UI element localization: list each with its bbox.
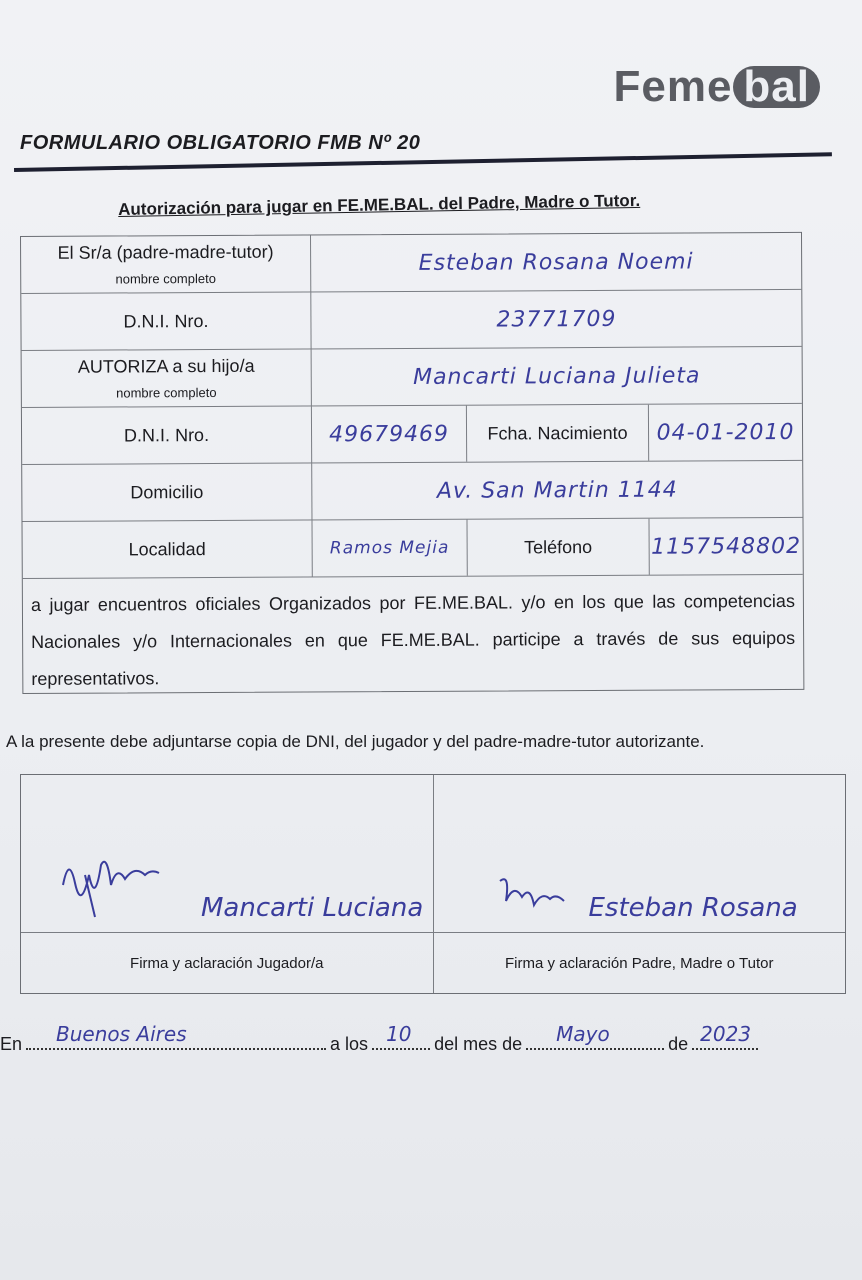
- player-signature-column: [21, 775, 434, 993]
- parent-dni-row: [21, 290, 801, 351]
- year-value: 2023: [700, 1022, 752, 1046]
- player-signature-caption: Firma y aclaración Jugador/a: [130, 954, 324, 972]
- child-name-row: [22, 347, 802, 408]
- parent-name-row: [21, 233, 801, 294]
- address-row: [22, 461, 802, 522]
- child-dni-row: [22, 404, 802, 465]
- logo-text-main: Feme: [613, 62, 733, 111]
- parent-name-label-cell: [21, 235, 311, 293]
- attachment-note: A la presente debe adjuntarse copia de DNI, del jugador y del padre-madre-tutor autorizante.: [6, 732, 705, 751]
- place-date-line: [0, 1022, 762, 1055]
- parent-printed-name: Esteban Rosana: [588, 893, 798, 923]
- player-signature-scribble: [55, 845, 165, 925]
- day-value: 10: [386, 1022, 412, 1046]
- authorization-paragraph: a jugar encuentros oficiales Organizados por FE.ME.BAL. y/o en los que las competencias Nacionales y/o Internacionales en que FE.ME.BAL. participe a través de sus equipos representativos.: [30, 590, 796, 689]
- form-subtitle: Autorización para jugar en FE.ME.BAL. del Padre, Madre o Tutor.: [118, 190, 641, 219]
- parent-signature-column: [434, 775, 846, 993]
- phone-value[interactable]: 1157548802: [651, 533, 802, 560]
- child-dni-label: D.N.I. Nro.: [22, 406, 312, 464]
- a-los-label: a los: [330, 1034, 369, 1054]
- child-name-value[interactable]: Mancarti Luciana Julieta: [412, 362, 701, 390]
- day-field[interactable]: [372, 1022, 430, 1050]
- city-value[interactable]: Ramos Mejia: [312, 520, 467, 577]
- authorization-table: [20, 232, 804, 694]
- player-signature-area[interactable]: [21, 775, 433, 933]
- form-title: FORMULARIO OBLIGATORIO FMB Nº 20: [20, 132, 421, 154]
- parent-dni-value[interactable]: 23771709: [496, 306, 617, 333]
- parent-dni-label: D.N.I. Nro.: [21, 292, 311, 350]
- parent-signature-caption: Firma y aclaración Padre, Madre o Tutor: [505, 954, 774, 972]
- address-value[interactable]: Av. San Martin 1144: [436, 477, 678, 504]
- place-value: Buenos Aires: [56, 1022, 187, 1046]
- city-label: Localidad: [22, 520, 312, 578]
- birth-date-label: Fcha. Nacimiento: [467, 405, 649, 462]
- player-printed-name: Mancarti Luciana: [201, 893, 424, 923]
- child-name-sublabel: nombre completo: [116, 384, 217, 401]
- phone-label: Teléfono: [467, 519, 649, 576]
- city-row: [22, 518, 802, 579]
- parent-signature-area[interactable]: [434, 775, 846, 933]
- child-name-label: AUTORIZA a su hijo/a: [77, 355, 255, 377]
- parent-name-sublabel: nombre completo: [115, 270, 216, 287]
- child-name-label-cell: [22, 349, 312, 407]
- parent-signature-scribble: [494, 871, 574, 931]
- address-label: Domicilio: [22, 463, 312, 521]
- title-divider: [14, 152, 832, 172]
- birth-date-value[interactable]: 04-01-2010: [656, 419, 795, 446]
- place-field[interactable]: [26, 1022, 326, 1050]
- month-field[interactable]: [526, 1022, 664, 1050]
- month-label: del mes de: [434, 1034, 523, 1054]
- femebal-logo: [613, 62, 820, 112]
- year-field[interactable]: [692, 1022, 758, 1050]
- parent-name-value[interactable]: Esteban Rosana Noemi: [418, 248, 694, 276]
- signature-table: [20, 774, 846, 994]
- month-value: Mayo: [556, 1022, 610, 1046]
- en-label: En: [0, 1034, 23, 1054]
- year-label: de: [668, 1034, 689, 1054]
- child-dni-value[interactable]: 49679469: [312, 406, 467, 463]
- parent-name-label: El Sr/a (padre-madre-tutor): [57, 241, 274, 263]
- logo-text-pill: bal: [733, 66, 820, 108]
